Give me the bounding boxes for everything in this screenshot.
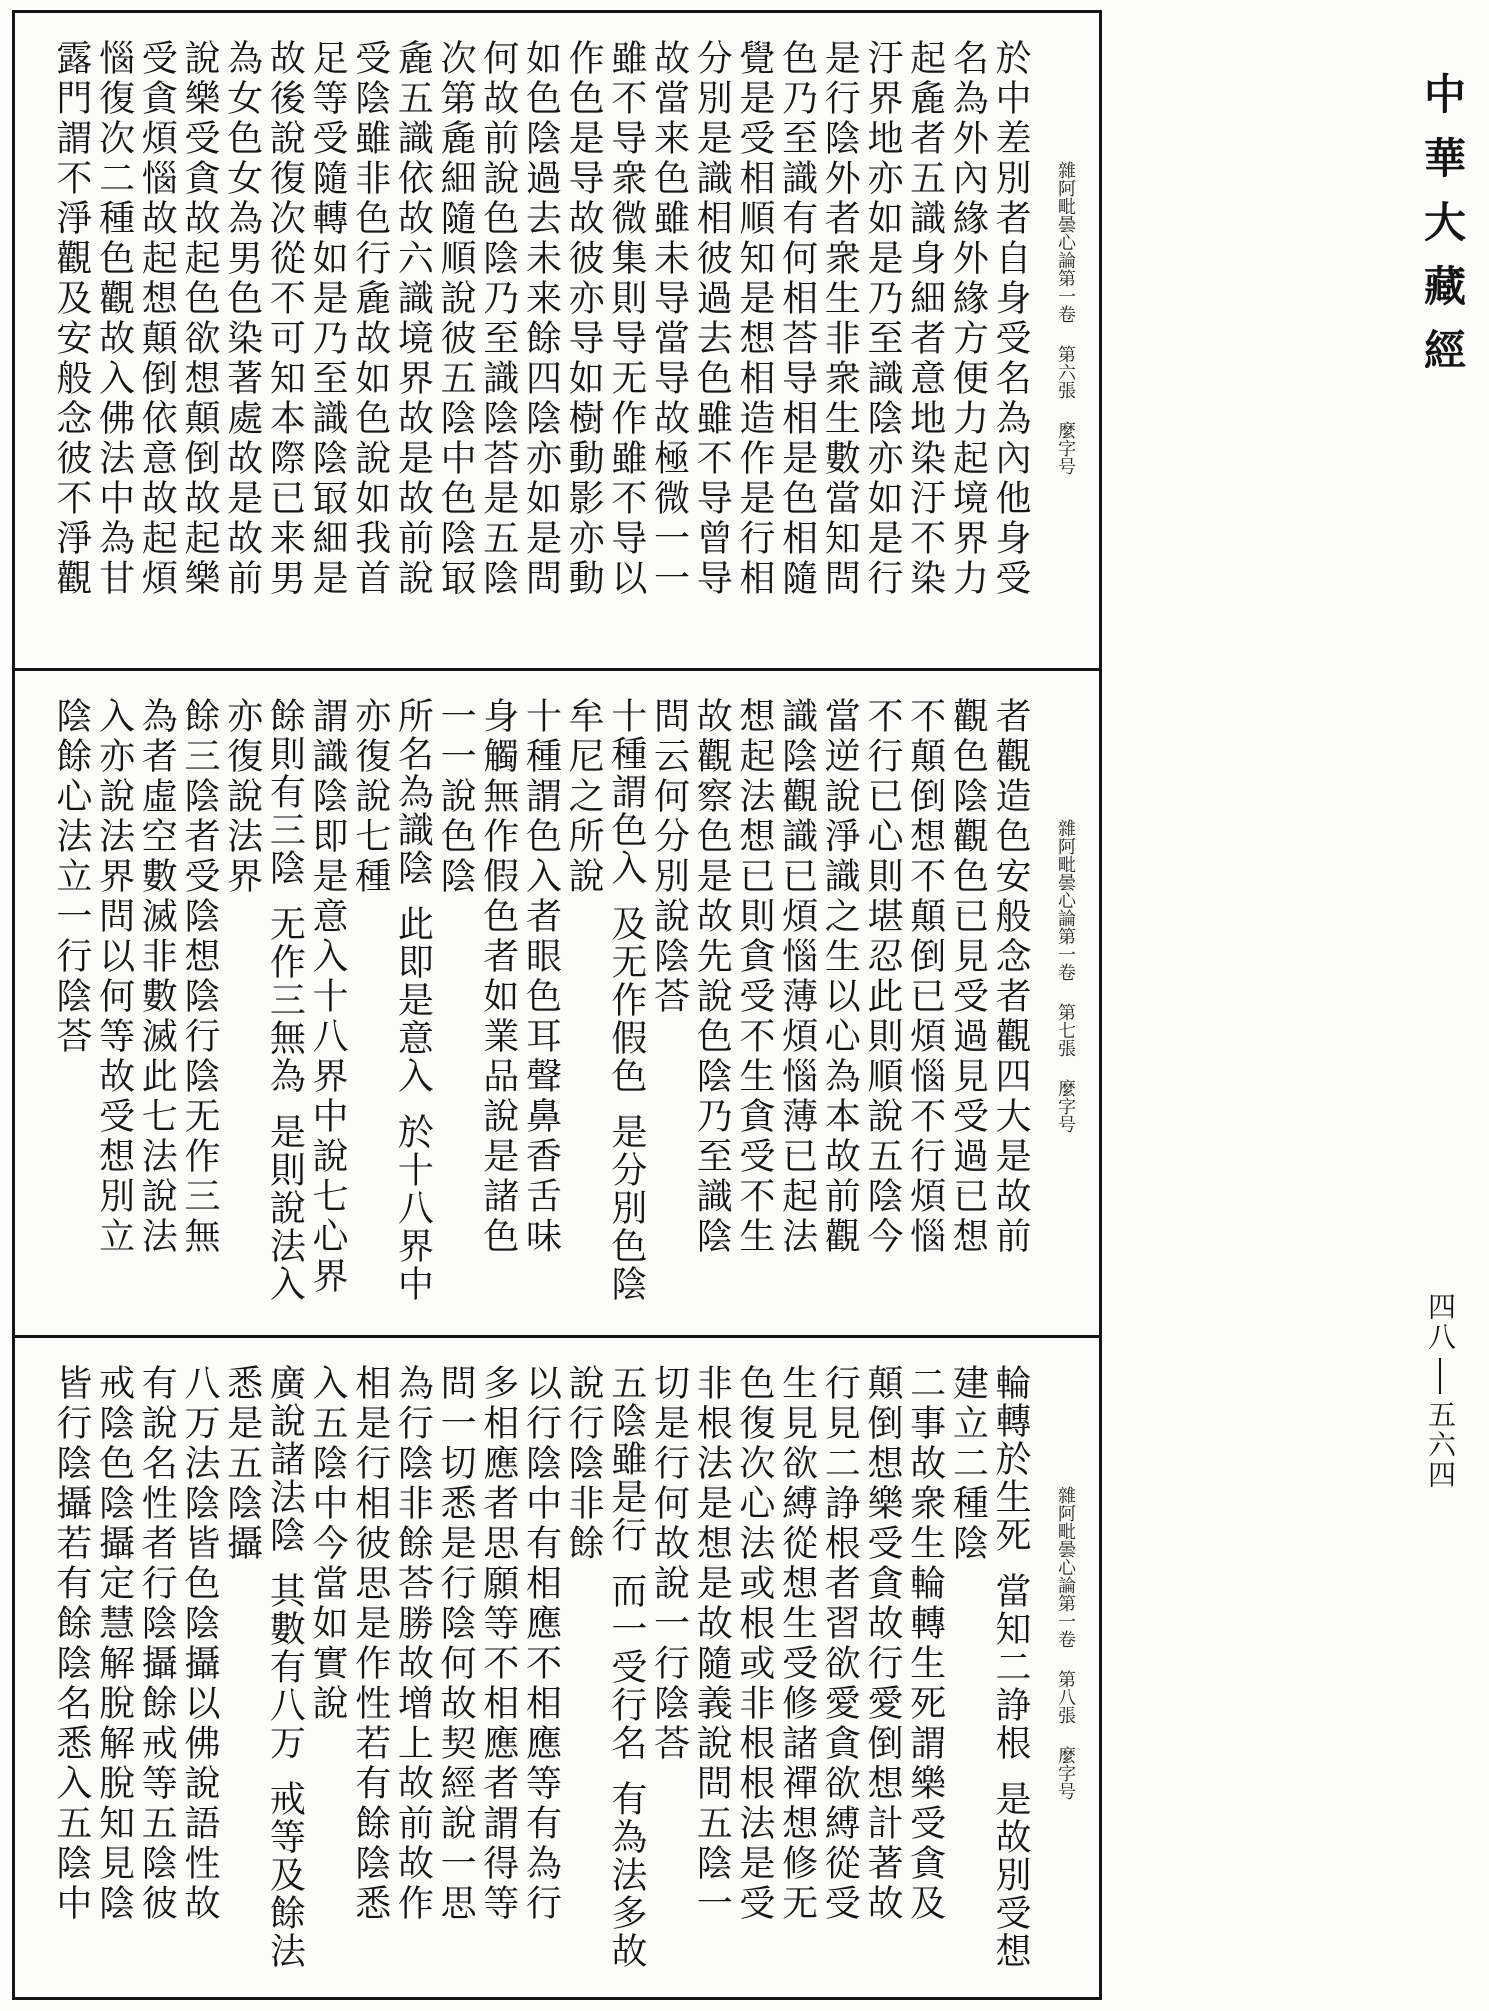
column-text: 起麁者五識身細者意地染汙不染 [904,39,946,599]
text-panel-1 [15,13,1099,668]
text-column [647,1364,690,1976]
column-text: 汙界地亦如是乃至識陰亦如是行 [861,39,903,599]
text-column [135,39,178,651]
text-columns [49,39,1031,651]
text-column [305,39,348,651]
verse-line: 无作三無為 [264,905,306,1095]
text-column [690,697,733,1309]
page-number-separator [1439,1358,1441,1394]
column-text: 多相應者思願等不相應者謂得等 [477,1364,519,1924]
verse-line: 是分別色陰 [605,1113,647,1303]
text-column [49,697,92,1309]
text-column [775,39,818,651]
column-text: 二事故衆生輪轉生死謂樂受貪及 [904,1364,946,1924]
verse-line: 廣說諸法陰 [264,1364,306,1554]
collection-title: 中華大藏經 [1418,72,1467,392]
column-text: 十種謂色入者眼色耳聲鼻香舌味 [520,697,562,1257]
text-column [732,697,775,1309]
page-number-value: 五六四 [1424,1400,1457,1490]
verse-line: 於十八界中 [392,1113,434,1303]
column-text: 為行陰非餘荅勝故增上故前故作 [392,1364,434,1924]
column-text: 作色是导故彼亦导如樹動影亦動 [563,39,605,599]
column-text: 入五陰中今當如實說 [307,1364,348,1724]
text-column [305,697,348,1309]
text-column [604,39,647,651]
text-column [177,1364,220,1976]
text-column [220,1364,263,1976]
character-mark: 麼字号 [1055,421,1076,475]
column-text: 生見欲縛從想生受修諸禪想修无 [776,1364,818,1924]
text-column [860,39,903,651]
verse-line: 其數有八万 [264,1572,306,1762]
text-column [391,39,434,651]
column-text: 色復次心法或根或非根根法是受 [733,1364,775,1924]
text-column [561,697,604,1309]
column-text: 為女色女為男色染著處故是故前 [221,39,263,599]
verse-line: 五陰雖是行 [605,1364,647,1554]
text-column [647,39,690,651]
text-column [732,39,775,651]
column-text: 非根法是想是故隨義說問五陰一 [691,1364,733,1924]
text-column [348,1364,391,1976]
text-column [818,39,861,651]
column-text: 觀色陰觀色已見受過見受過已想 [947,697,989,1257]
text-columns [49,697,1031,1309]
column-text: 問一切悉是行陰何故契經說一思 [435,1364,477,1924]
verse-line: 有為法多故 [605,1780,647,1970]
column-text: 有說名性者行陰攝餘戒等五陰彼 [136,1364,178,1924]
verse-line: 此即是意入 [392,905,434,1095]
column-text: 亦復說七種 [349,697,391,897]
column-text: 於中差別者自身受名為內他身受 [990,39,1031,599]
verse-line: 及无作假色 [605,905,647,1095]
column-text: 識陰觀識已煩惱薄煩惱薄已起法 [776,697,818,1257]
column-text: 建立二種陰 [947,1364,989,1564]
column-text: 戒陰色陰攝定慧解脫解脫知見陰 [93,1364,135,1924]
verse-column [604,697,647,1309]
text-column [988,697,1031,1309]
column-text: 雖不导衆微集則导无作雖不导以 [605,39,647,599]
column-text: 悉是五陰攝 [221,1364,263,1564]
column-text: 相是行相彼思是作性若有餘陰悉 [349,1364,391,1924]
text-column [433,697,476,1309]
column-text: 陰餘心法立一行陰荅 [50,697,92,1057]
text-column [988,39,1031,651]
column-text: 入亦說法界問以何等故受想別立 [93,697,135,1257]
panel-header [1053,161,1077,491]
text-column [49,39,92,651]
column-text: 想起法想已則貪受不生貪受不生 [733,697,775,1257]
text-column [476,39,519,651]
text-column [732,1364,775,1976]
text-column [433,1364,476,1976]
column-text: 覺是受相順知是想相造作是行相 [733,39,775,599]
text-column [903,697,946,1309]
verse-line: 戒等及餘法 [264,1780,306,1970]
text-column [818,1364,861,1976]
sutra-title: 雜阿毗曇心論第一卷 [1055,161,1076,323]
text-column [305,1364,348,1976]
column-text: 亦復說法界 [221,697,263,897]
column-text: 以行陰中有相應不相應等有為行 [520,1364,562,1924]
text-column [561,39,604,651]
verse-column [604,1364,647,1976]
column-text: 行見二諍根者習欲愛貪欲縛從受 [819,1364,861,1924]
text-column [220,697,263,1309]
text-column [647,697,690,1309]
column-text: 不行已心則堪忍此則順說五陰今 [861,697,903,1257]
text-column [519,39,562,651]
verse-column [263,1364,306,1976]
text-columns [49,1364,1031,1976]
column-text: 謂識陰即是意入十八界中說七心界 [307,697,348,1297]
text-column [263,39,306,651]
panel-header [1053,819,1077,1149]
column-text: 當逆說淨識之生以心為本故前觀 [819,697,861,1257]
text-column [135,697,178,1309]
sheet-number: 第八張 [1055,1670,1076,1724]
verse-column [263,697,306,1309]
column-text: 一一說色陰 [435,697,477,897]
column-text: 次第麁細隨順說彼五陰中色陰冣 [435,39,477,599]
text-column [177,697,220,1309]
text-column [92,39,135,651]
text-column [519,1364,562,1976]
volume-number: 四八 [1424,1292,1457,1352]
text-column [775,697,818,1309]
text-column [818,697,861,1309]
text-column [476,1364,519,1976]
verse-line: 輪轉於生死 [990,1364,1031,1554]
text-column [690,39,733,651]
panel-header [1053,1486,1077,1816]
text-column [561,1364,604,1976]
column-text: 八万法陰皆色陰攝以佛說語性故 [178,1364,220,1924]
page-frame [12,10,1102,2000]
column-text: 為者虛空數滅非數滅此七法說法 [136,697,178,1257]
text-column [49,1364,92,1976]
column-text: 牟尼之所說 [563,697,605,897]
verse-column [391,697,434,1309]
verse-line: 十種謂色入 [605,697,647,887]
sheet-number: 第七張 [1055,1003,1076,1057]
column-text: 問云何分別說陰荅 [648,697,690,1017]
column-text: 色乃至識有何相荅导相是色相隨 [776,39,818,599]
text-column [476,697,519,1309]
verse-line: 是故別受想 [990,1780,1031,1970]
text-column [391,1364,434,1976]
column-text: 餘三陰者受陰想陰行陰无作三無 [178,697,220,1257]
column-text: 受貪煩惱故起想顛倒依意故起煩 [136,39,178,599]
column-text: 麁五識依故六識境界故是故前說 [392,39,434,599]
verse-line: 所名為識陰 [392,697,434,887]
text-column [348,39,391,651]
column-text: 受陰雖非色行麁故如色說如我首 [349,39,391,599]
text-column [860,1364,903,1976]
verse-column [988,1364,1031,1976]
column-text: 切是行何故說一行陰荅 [648,1364,690,1764]
column-text: 說行陰非餘 [563,1364,605,1564]
text-column [92,1364,135,1976]
sutra-title: 雜阿毗曇心論第一卷 [1055,819,1076,981]
text-column [903,1364,946,1976]
text-column [775,1364,818,1976]
text-column [92,697,135,1309]
column-text: 露門謂不淨觀及安般念彼不淨觀 [50,39,92,599]
text-column [946,697,989,1309]
text-column [519,697,562,1309]
column-text: 皆行陰攝若有餘陰名悉入五陰中 [50,1364,92,1924]
page-number [1420,1292,1460,1490]
column-text: 足等受隨轉如是乃至識陰冣細是 [307,39,348,599]
character-mark: 麼字号 [1055,1079,1076,1133]
text-panel-2 [15,668,1099,1335]
text-column [860,697,903,1309]
text-column [946,1364,989,1976]
text-column [348,697,391,1309]
sutra-title: 雜阿毗曇心論第一卷 [1055,1486,1076,1648]
text-column [433,39,476,651]
text-column [946,39,989,651]
verse-line: 當知二諍根 [990,1572,1031,1762]
text-panel-3 [15,1335,1099,1997]
sheet-number: 第六張 [1055,345,1076,399]
character-mark: 麼字号 [1055,1746,1076,1800]
column-text: 故後說復次從不可知本際已来男 [264,39,306,599]
column-text: 何故前說色陰乃至識陰荅是五陰 [477,39,519,599]
column-text: 顛倒想樂受貪故行愛倒想計著故 [861,1364,903,1924]
column-text: 身觸無作假色者如業品說是諸色 [477,697,519,1257]
text-column [903,39,946,651]
column-text: 故觀察色是故先說色陰乃至識陰 [691,697,733,1257]
column-text: 說樂受貪故起色欲想顛倒故起樂 [178,39,220,599]
column-text: 名為外內緣外緣方便力起境界力 [947,39,989,599]
column-text: 者觀造色安般念者觀四大是故前 [990,697,1031,1257]
verse-line: 是則說法入 [264,1113,306,1303]
text-column [220,39,263,651]
column-text: 惱復次二種色觀故入佛法中為甘 [93,39,135,599]
verse-line: 而一受行名 [605,1572,647,1762]
verse-line: 餘則有三陰 [264,697,306,887]
column-text: 是行陰外者衆生非衆生數當知問 [819,39,861,599]
column-text: 不顛倒想不顛倒已煩惱不行煩惱 [904,697,946,1257]
column-text: 故當来色雖未导當导故極微一一 [648,39,690,599]
text-column [177,39,220,651]
column-text: 如色陰過去未来餘四陰亦如是問 [520,39,562,599]
text-column [690,1364,733,1976]
text-column [135,1364,178,1976]
column-text: 分別是識相彼過去色雖不导曾导 [691,39,733,599]
